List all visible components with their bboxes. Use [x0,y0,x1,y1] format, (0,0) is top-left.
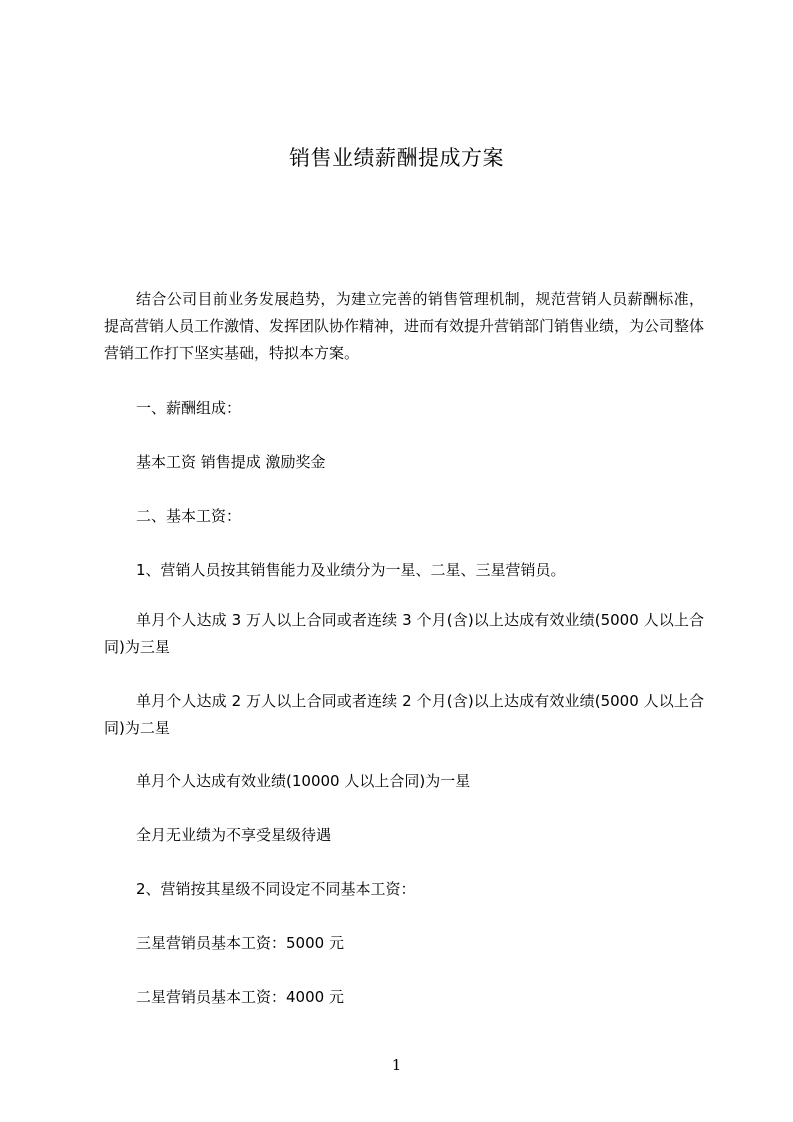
rule-no-star: 全月无业绩为不享受星级待遇 [136,826,332,844]
document-title: 销售业绩薪酬提成方案 [289,146,504,170]
salary-two-star: 二星营销员基本工资：4000 元 [136,988,344,1006]
rule-three-star: 单月个人达成 3 万人以上合同或者连续 3 个月(含)以上达成有效业绩(5000 人以上合同)为三星 [104,611,704,656]
salary-three-star: 三星营销员基本工资：5000 元 [136,934,344,952]
list-item-star-levels: 1、营销人员按其销售能力及业绩分为一星、二星、三星营销员。 [136,561,566,579]
rule-one-star: 单月个人达成有效业绩(10000 人以上合同)为一星 [136,772,471,790]
section-heading-salary-composition: 一、薪酬组成： [136,399,242,417]
page-number: 1 [391,1056,402,1074]
rule-two-star: 单月个人达成 2 万人以上合同或者连续 2 个月(含)以上达成有效业绩(5000 人以上合同)为二星 [104,692,704,737]
list-item-salary-by-star: 2、营销按其星级不同设定不同基本工资： [136,880,416,898]
section-heading-base-salary: 二、基本工资： [136,507,242,525]
salary-components: 基本工资 销售提成 激励奖金 [136,453,326,471]
intro-paragraph: 结合公司目前业务发展趋势，为建立完善的销售管理机制，规范营销人员薪酬标准，提高营销人员工作激情、发挥团队协作精神，进而有效提升营销部门销售业绩，为公司整体营销工作打下坚实基础，特拟本方案。 [104,290,705,362]
